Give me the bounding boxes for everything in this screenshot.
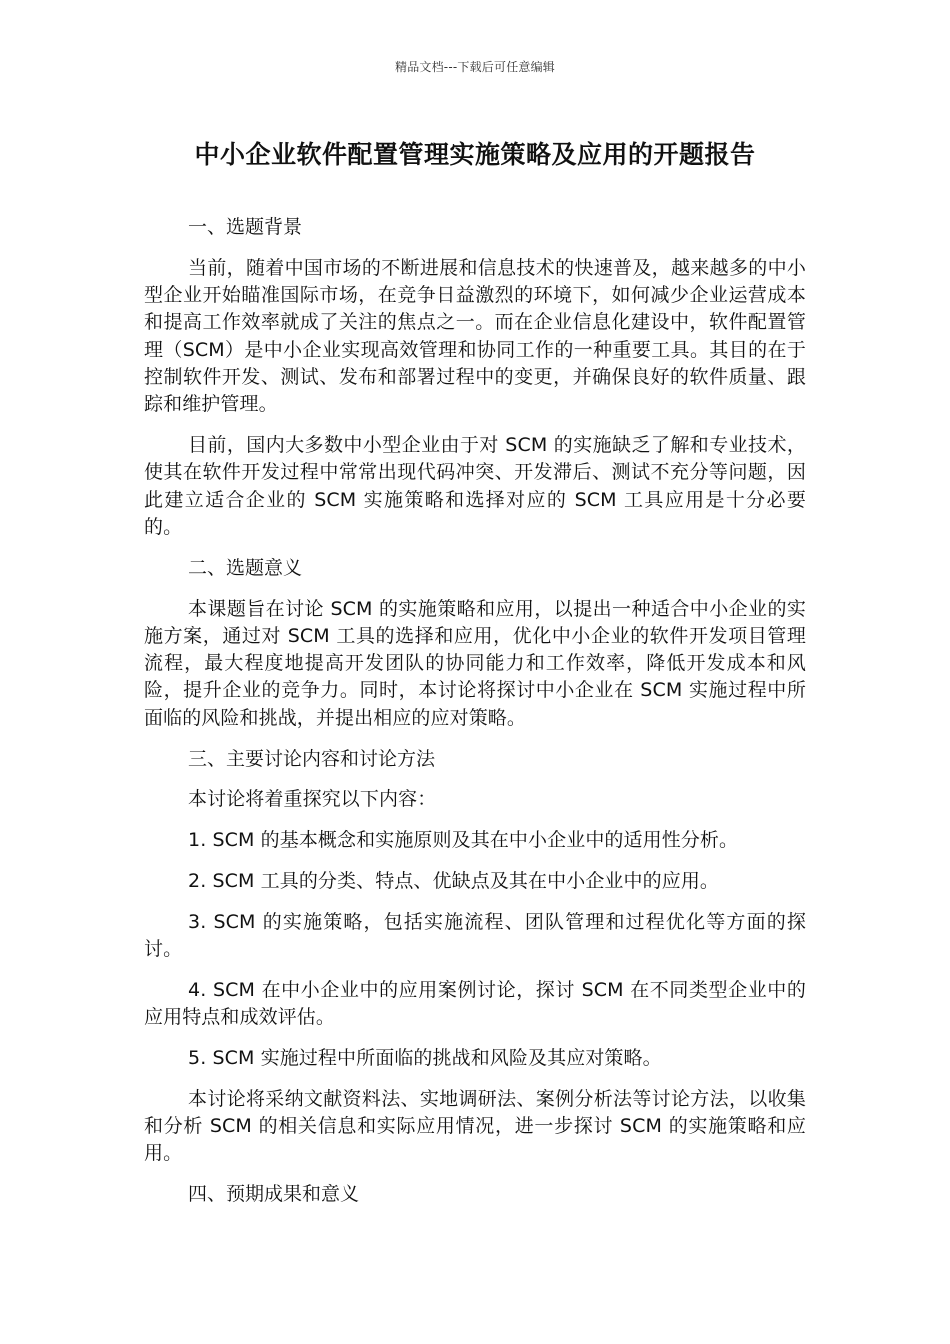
document-body: [144, 214, 806, 1222]
document-title: 中小企业软件配置管理实施策略及应用的开题报告: [194, 140, 756, 169]
paragraph-background-1: 当前，随着中国市场的不断进展和信息技术的快速普及，越来越多的中小型企业开始瞄准国际市场，在竞争日益激烈的环境下，如何减少企业运营成本和提高工作效率就成了关注的焦点之一。而在企业信息化建设中，软件配置管理（SCM）是中小企业实现高效管理和协同工作的一种重要工具。其目的在于控制软件开发、测试、发布和部署过程中的变更，并确保良好的软件质量、跟踪和维护管理。: [144, 256, 806, 416]
list-item-research-4: 4. SCM 在中小企业中的应用案例讨论，探讨 SCM 在不同类型企业中的应用特点和成效评估。: [144, 978, 806, 1029]
list-item-research-5: 5. SCM 实施过程中所面临的挑战和风险及其应对策略。: [188, 1046, 662, 1069]
paragraph-significance: 本课题旨在讨论 SCM 的实施策略和应用，以提出一种适合中小企业的实施方案，通过对 SCM 工具的选择和应用，优化中小企业的软件开发项目管理流程，最大程度地提高开发团队的协同能力和工作效率，降低开发成本和风险，提升企业的竞争力。同时，本讨论将探讨中小企业在 SCM 实施过程中所面临的风险和挑战，并提出相应的应对策略。: [144, 597, 806, 729]
paragraph-research-method: 本讨论将采纳文献资料法、实地调研法、案例分析法等讨论方法，以收集和分析 SCM 的相关信息和实际应用情况，进一步探讨 SCM 的实施策略和应用。: [144, 1087, 806, 1165]
paragraph-background-2: 目前，国内大多数中小型企业由于对 SCM 的实施缺乏了解和专业技术，使其在软件开发过程中常常出现代码冲突、开发滞后、测试不充分等问题，因此建立适合企业的 SCM 实施策略和选择对应的 SCM 工具应用是十分必要的。: [144, 434, 806, 538]
section-heading-research-content: 三、主要讨论内容和讨论方法: [188, 747, 436, 770]
list-item-research-2: 2. SCM 工具的分类、特点、优缺点及其在中小企业中的应用。: [188, 869, 720, 892]
list-item-research-3: 3. SCM 的实施策略，包括实施流程、团队管理和过程优化等方面的探讨。: [144, 910, 806, 961]
section-heading-expected-results: 四、预期成果和意义: [188, 1183, 360, 1206]
header-note: 精品文档---下载后可任意编辑: [395, 60, 555, 74]
list-item-research-1: 1. SCM 的基本概念和实施原则及其在中小企业中的适用性分析。: [188, 829, 739, 852]
section-heading-background: 一、选题背景: [188, 216, 303, 238]
paragraph-research-intro: 本讨论将着重探究以下内容：: [188, 788, 437, 811]
section-heading-significance: 二、选题意义: [188, 556, 303, 579]
